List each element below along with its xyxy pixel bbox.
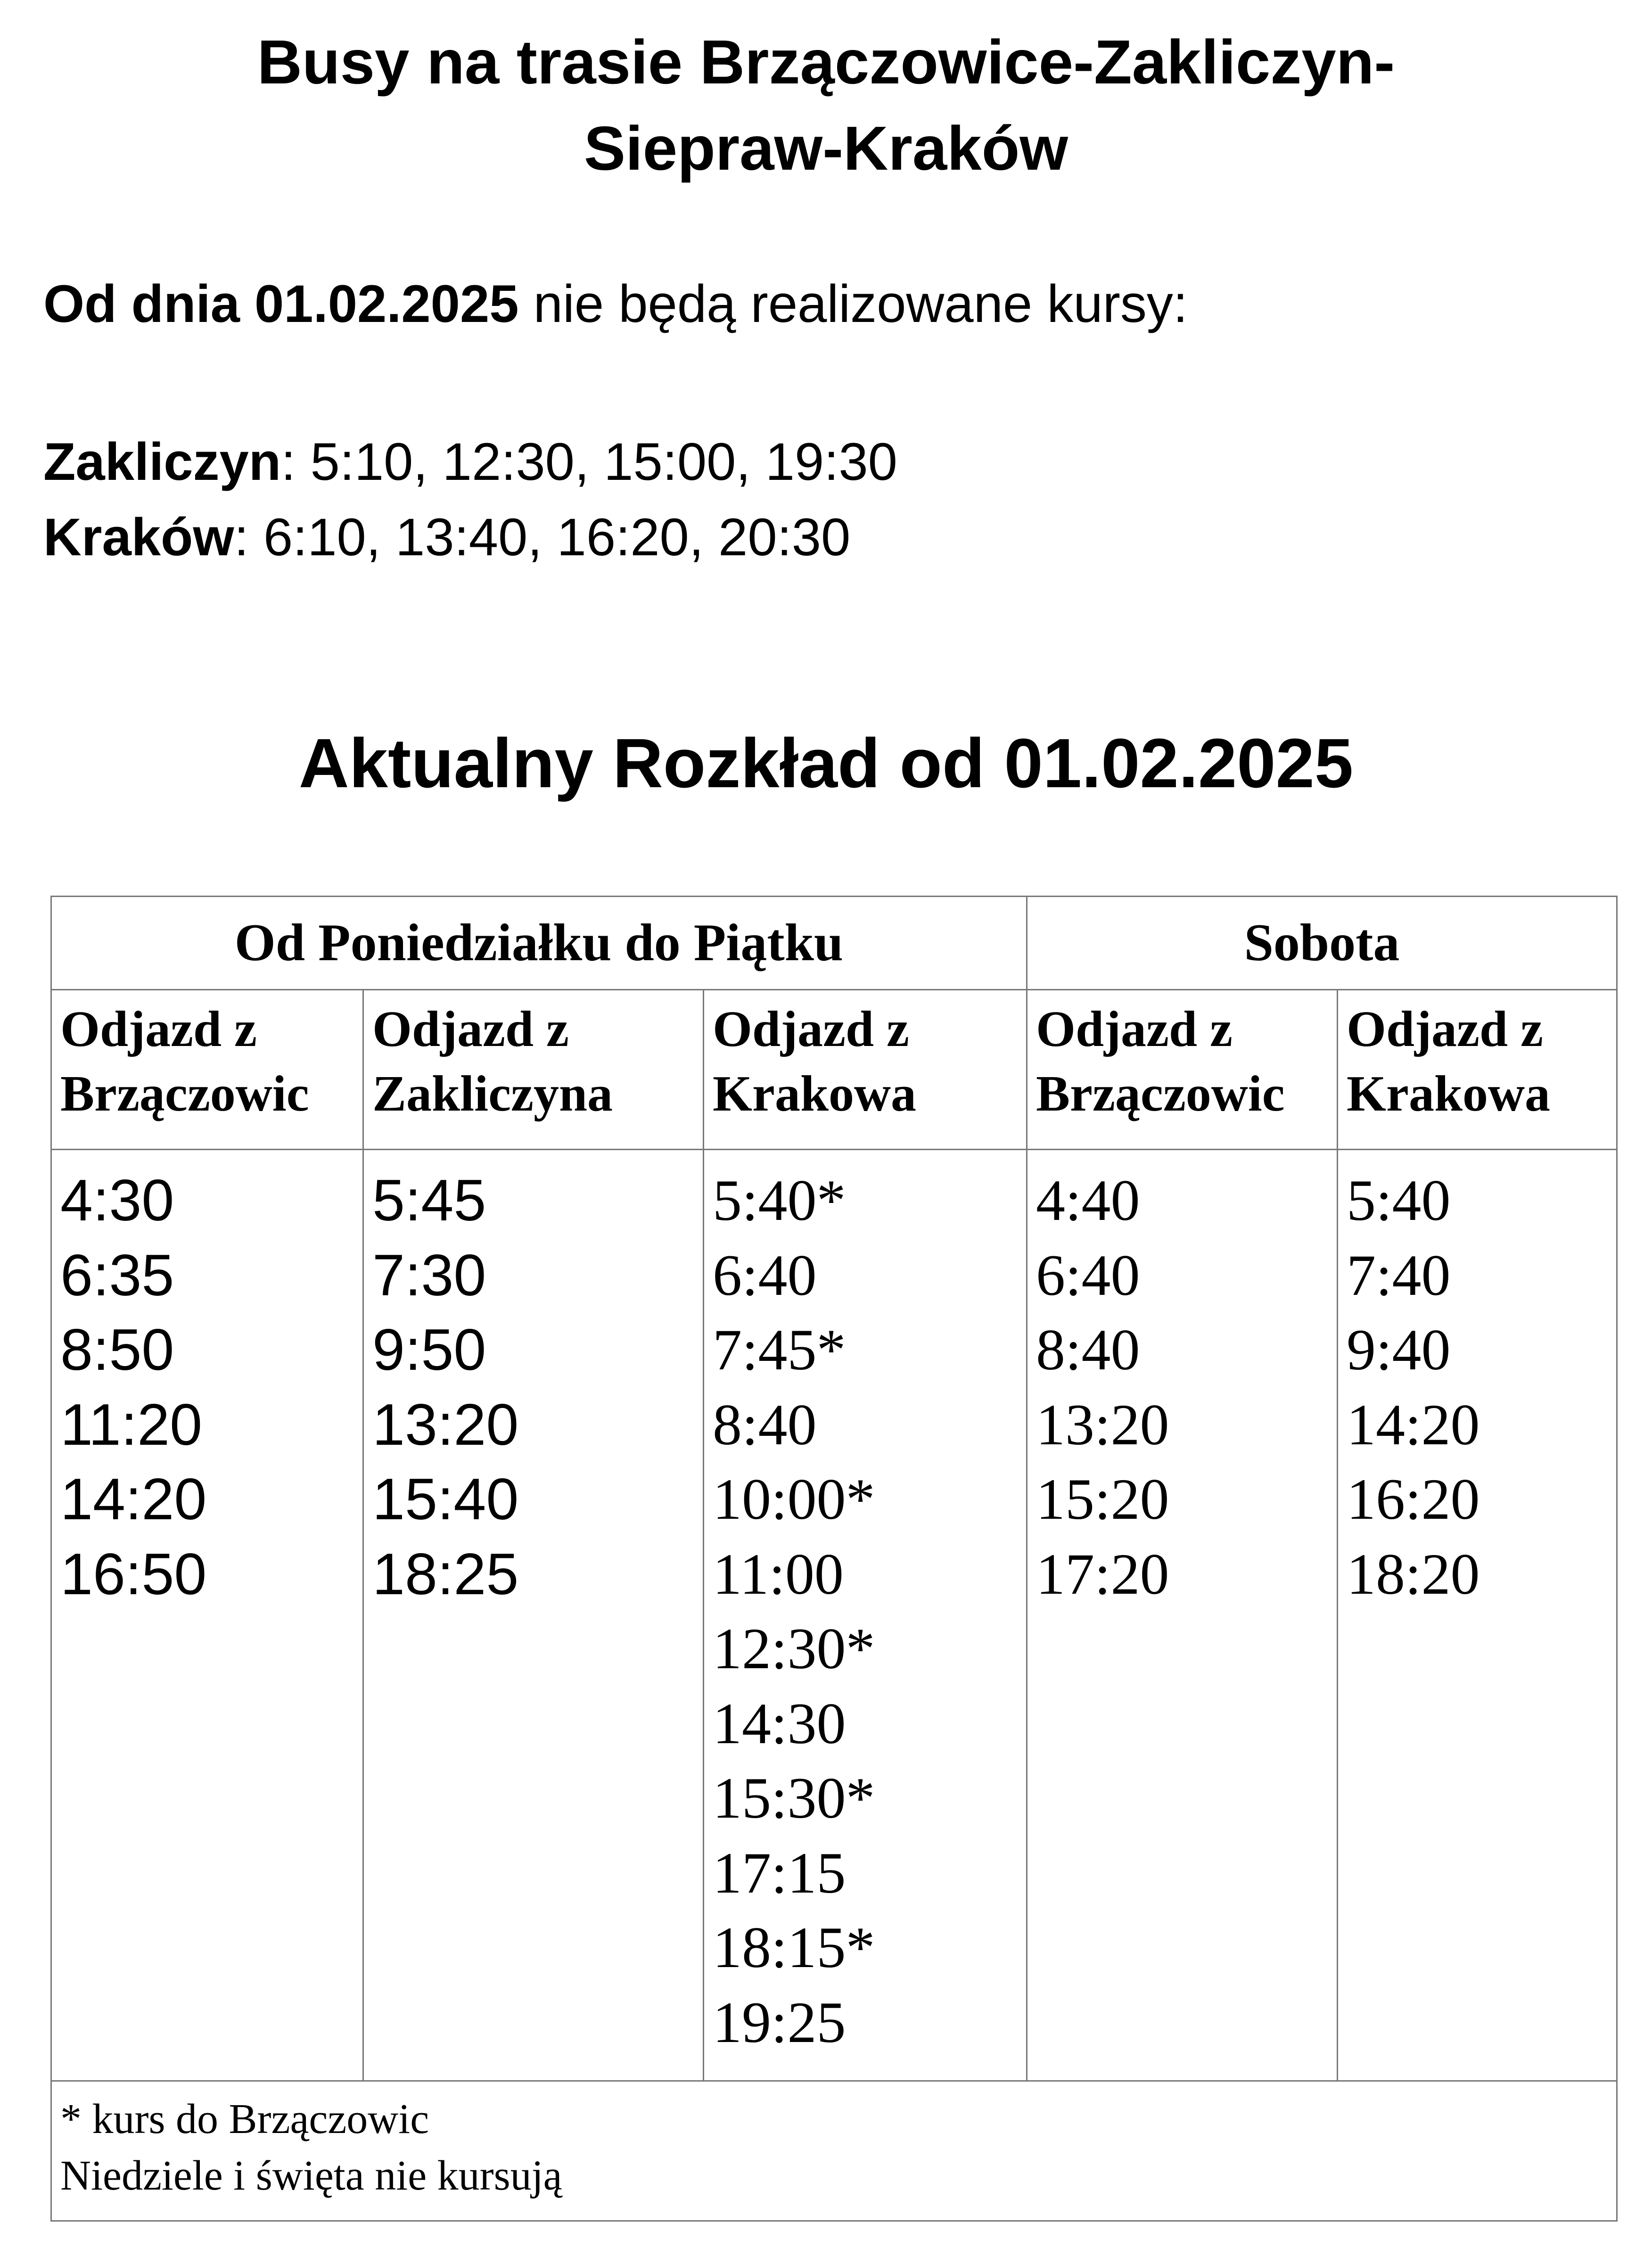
column-header (51, 990, 363, 1150)
time-entry: 13:20 (1036, 1392, 1169, 1457)
cancelled-courses (43, 424, 897, 575)
time-entry: 5:45 (372, 1168, 486, 1233)
time-entry: 18:25 (372, 1541, 519, 1607)
footnote-line: * kurs do Brzączowic (60, 2096, 429, 2142)
column-header-line: Zakliczyna (372, 1066, 613, 1122)
schedule-table (50, 896, 1618, 2222)
title-line-1: Busy na trasie Brzączowice-Zakliczyn- (257, 27, 1395, 97)
time-entry: 7:30 (372, 1243, 486, 1308)
time-entry: 19:25 (713, 1990, 846, 2055)
column-header-line: Odjazd z (372, 1001, 569, 1057)
title-line-2: Siepraw-Kraków (584, 114, 1068, 183)
column-header-line: Odjazd z (60, 1001, 257, 1057)
time-entry: 9:40 (1347, 1318, 1451, 1382)
time-entry: 15:20 (1036, 1467, 1169, 1532)
column-header-line: Brzączowic (1036, 1066, 1285, 1122)
time-entry: 5:40 (1347, 1168, 1451, 1233)
notice-date: Od dnia 01.02.2025 (43, 274, 519, 333)
column-header-line: Krakowa (1347, 1066, 1550, 1122)
column-header-line: Odjazd z (713, 1001, 909, 1057)
time-entry: 4:30 (60, 1168, 174, 1233)
group-header-row (51, 897, 1617, 990)
time-entry: 18:15* (713, 1915, 875, 1980)
schedule-title: Aktualny Rozkład od 01.02.2025 (298, 725, 1354, 802)
time-entry: 14:20 (1347, 1392, 1480, 1457)
time-entry: 12:30* (713, 1616, 875, 1681)
time-entry: 7:45* (713, 1318, 846, 1382)
times-column (363, 1150, 704, 2081)
time-entry: 6:40 (1036, 1243, 1140, 1308)
time-entry: 6:40 (713, 1243, 817, 1308)
column-header-line: Odjazd z (1036, 1001, 1233, 1057)
cancelled-zakliczyn-label: Zakliczyn (43, 432, 281, 491)
group-weekdays: Od Poniedziałku do Piątku (51, 897, 1027, 990)
time-entry: 11:20 (60, 1392, 203, 1457)
column-header-line: Brzączowic (60, 1066, 309, 1122)
time-entry: 6:35 (60, 1243, 174, 1308)
column-header-row (51, 990, 1617, 1150)
column-header (1027, 990, 1338, 1150)
cancelled-krakow (43, 500, 897, 575)
times-column (51, 1150, 363, 2081)
column-header (363, 990, 704, 1150)
page-title (0, 19, 1652, 191)
time-entry: 8:40 (713, 1392, 817, 1457)
cancelled-krakow-label: Kraków (43, 508, 234, 567)
times-column (1027, 1150, 1338, 2081)
times-column (1338, 1150, 1617, 2081)
group-saturday: Sobota (1027, 897, 1617, 990)
times-row (51, 1150, 1617, 2081)
time-entry: 8:40 (1036, 1318, 1140, 1382)
time-entry: 10:00* (713, 1467, 875, 1532)
column-header (1338, 990, 1617, 1150)
time-entry: 11:00 (713, 1541, 844, 1606)
times-column (704, 1150, 1027, 2081)
time-entry: 8:50 (60, 1318, 174, 1383)
time-entry: 17:15 (713, 1840, 846, 1905)
time-entry: 15:40 (372, 1467, 519, 1532)
time-entry: 18:20 (1347, 1541, 1480, 1606)
footnote-row (51, 2081, 1617, 2221)
time-entry: 5:40* (713, 1168, 846, 1233)
notice-line (43, 271, 1188, 337)
column-header (704, 990, 1027, 1150)
time-entry: 14:30 (713, 1691, 846, 1756)
time-entry: 13:20 (372, 1392, 519, 1457)
cancelled-zakliczyn (43, 424, 897, 500)
cancelled-zakliczyn-times: : 5:10, 12:30, 15:00, 19:30 (281, 432, 897, 491)
time-entry: 14:20 (60, 1467, 207, 1532)
column-header-line: Krakowa (713, 1066, 916, 1122)
time-entry: 16:20 (1347, 1467, 1480, 1532)
time-entry: 4:40 (1036, 1168, 1140, 1233)
column-header-line: Odjazd z (1347, 1001, 1543, 1057)
time-entry: 7:40 (1347, 1243, 1451, 1308)
time-entry: 9:50 (372, 1318, 486, 1383)
time-entry: 17:20 (1036, 1541, 1169, 1606)
time-entry: 15:30* (713, 1766, 875, 1830)
time-entry: 16:50 (60, 1541, 207, 1607)
footnote (51, 2081, 1617, 2221)
footnote-line: Niedziele i święta nie kursują (60, 2152, 562, 2199)
cancelled-krakow-times: : 6:10, 13:40, 16:20, 20:30 (234, 508, 851, 567)
notice-text: nie będą realizowane kursy: (518, 274, 1188, 333)
